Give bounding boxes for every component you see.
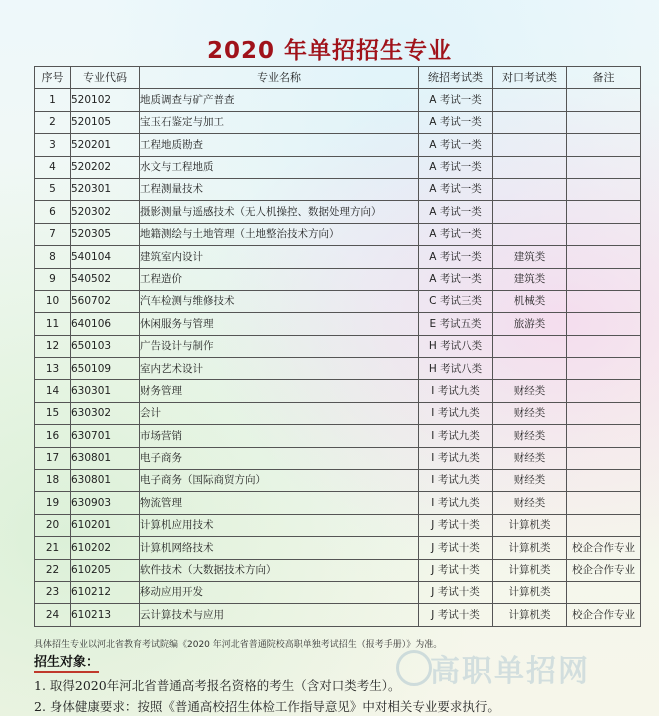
cell-remark	[567, 89, 641, 111]
cell-vocational-exam: 旅游类	[493, 313, 567, 335]
cell-code: 610201	[71, 514, 140, 536]
cell-code: 520202	[71, 156, 140, 178]
cell-unified-exam: A 考试一类	[419, 178, 493, 200]
cell-unified-exam: A 考试一类	[419, 268, 493, 290]
cell-index: 14	[35, 380, 71, 402]
cell-major-name: 广告设计与制作	[140, 335, 419, 357]
cell-unified-exam: I 考试九类	[419, 425, 493, 447]
table-row	[35, 559, 641, 581]
cell-remark	[567, 201, 641, 223]
cell-index: 2	[35, 111, 71, 133]
cell-vocational-exam	[493, 134, 567, 156]
table-row	[35, 223, 641, 245]
cell-index: 3	[35, 134, 71, 156]
cell-vocational-exam	[493, 89, 567, 111]
cell-code: 610212	[71, 581, 140, 603]
cell-vocational-exam: 财经类	[493, 447, 567, 469]
cell-vocational-exam	[493, 111, 567, 133]
table-row	[35, 89, 641, 111]
recruit-target-item: 1. 取得2020年河北省普通高考报名资格的考生（含对口类考生）。	[34, 678, 401, 693]
table-row	[35, 425, 641, 447]
cell-major-name: 会计	[140, 402, 419, 424]
cell-index: 24	[35, 604, 71, 626]
cell-index: 11	[35, 313, 71, 335]
cell-vocational-exam: 财经类	[493, 492, 567, 514]
table-row	[35, 537, 641, 559]
cell-major-name: 工程测量技术	[140, 178, 419, 200]
table-header-row	[35, 67, 641, 89]
cell-index: 21	[35, 537, 71, 559]
cell-unified-exam: J 考试十类	[419, 514, 493, 536]
cell-major-name: 移动应用开发	[140, 581, 419, 603]
cell-major-name: 市场营销	[140, 425, 419, 447]
table-row	[35, 402, 641, 424]
cell-vocational-exam: 财经类	[493, 402, 567, 424]
header-vocational-exam: 对口考试类	[493, 67, 567, 89]
cell-unified-exam: C 考试三类	[419, 290, 493, 312]
cell-index: 12	[35, 335, 71, 357]
cell-major-name: 建筑室内设计	[140, 246, 419, 268]
table-row	[35, 470, 641, 492]
recruit-target-title: 招生对象：	[34, 651, 99, 673]
cell-remark	[567, 178, 641, 200]
cell-remark	[567, 335, 641, 357]
cell-vocational-exam: 财经类	[493, 380, 567, 402]
header-index: 序号	[35, 67, 71, 89]
cell-index: 23	[35, 581, 71, 603]
cell-code: 630701	[71, 425, 140, 447]
cell-remark	[567, 447, 641, 469]
table-row	[35, 581, 641, 603]
table-row	[35, 201, 641, 223]
cell-major-name: 电子商务	[140, 447, 419, 469]
cell-unified-exam: A 考试一类	[419, 111, 493, 133]
cell-code: 630301	[71, 380, 140, 402]
cell-remark	[567, 380, 641, 402]
cell-unified-exam: H 考试八类	[419, 335, 493, 357]
cell-major-name: 地籍测绘与土地管理（土地整治技术方向）	[140, 223, 419, 245]
cell-major-name: 汽车检测与维修技术	[140, 290, 419, 312]
cell-unified-exam: J 考试十类	[419, 581, 493, 603]
cell-unified-exam: A 考试一类	[419, 223, 493, 245]
cell-remark	[567, 514, 641, 536]
cell-code: 520201	[71, 134, 140, 156]
cell-code: 520305	[71, 223, 140, 245]
cell-vocational-exam: 财经类	[493, 470, 567, 492]
cell-remark	[567, 156, 641, 178]
cell-major-name: 计算机应用技术	[140, 514, 419, 536]
cell-code: 520302	[71, 201, 140, 223]
cell-major-name: 计算机网络技术	[140, 537, 419, 559]
cell-vocational-exam: 机械类	[493, 290, 567, 312]
cell-remark	[567, 492, 641, 514]
cell-major-name: 休闲服务与管理	[140, 313, 419, 335]
cell-code: 610205	[71, 559, 140, 581]
table-row	[35, 134, 641, 156]
cell-vocational-exam: 计算机类	[493, 604, 567, 626]
table-row	[35, 358, 641, 380]
header-major-name: 专业名称	[140, 67, 419, 89]
cell-index: 17	[35, 447, 71, 469]
cell-code: 610202	[71, 537, 140, 559]
cell-remark: 校企合作专业	[567, 604, 641, 626]
cell-remark	[567, 246, 641, 268]
cell-index: 22	[35, 559, 71, 581]
table-row	[35, 514, 641, 536]
cell-vocational-exam: 计算机类	[493, 537, 567, 559]
cell-major-name: 财务管理	[140, 380, 419, 402]
cell-remark: 校企合作专业	[567, 559, 641, 581]
cell-unified-exam: A 考试一类	[419, 89, 493, 111]
table-row	[35, 492, 641, 514]
table-row	[35, 156, 641, 178]
cell-remark	[567, 290, 641, 312]
table-row	[35, 447, 641, 469]
cell-index: 18	[35, 470, 71, 492]
cell-remark	[567, 134, 641, 156]
header-code: 专业代码	[71, 67, 140, 89]
cell-remark	[567, 268, 641, 290]
cell-major-name: 室内艺术设计	[140, 358, 419, 380]
cell-major-name: 工程地质勘查	[140, 134, 419, 156]
cell-unified-exam: I 考试九类	[419, 447, 493, 469]
cell-unified-exam: I 考试九类	[419, 470, 493, 492]
cell-index: 13	[35, 358, 71, 380]
cell-major-name: 宝玉石鉴定与加工	[140, 111, 419, 133]
cell-code: 520105	[71, 111, 140, 133]
cell-unified-exam: A 考试一类	[419, 156, 493, 178]
cell-code: 650109	[71, 358, 140, 380]
cell-vocational-exam: 财经类	[493, 425, 567, 447]
footnote: 具体招生专业以河北省教育考试院编《2020 年河北省普通院校高职单独考试招生（报考手册）》为准。	[34, 640, 443, 650]
table-row	[35, 313, 641, 335]
recruit-target-section	[34, 651, 500, 715]
cell-unified-exam: A 考试一类	[419, 201, 493, 223]
cell-vocational-exam	[493, 335, 567, 357]
cell-index: 6	[35, 201, 71, 223]
cell-vocational-exam	[493, 178, 567, 200]
table-row	[35, 178, 641, 200]
cell-index: 8	[35, 246, 71, 268]
cell-major-name: 物流管理	[140, 492, 419, 514]
cell-code: 520301	[71, 178, 140, 200]
cell-index: 7	[35, 223, 71, 245]
cell-unified-exam: E 考试五类	[419, 313, 493, 335]
cell-unified-exam: I 考试九类	[419, 402, 493, 424]
cell-index: 20	[35, 514, 71, 536]
cell-remark	[567, 470, 641, 492]
cell-index: 5	[35, 178, 71, 200]
cell-remark	[567, 425, 641, 447]
cell-code: 650103	[71, 335, 140, 357]
cell-code: 520102	[71, 89, 140, 111]
table-row	[35, 335, 641, 357]
cell-vocational-exam: 计算机类	[493, 559, 567, 581]
cell-unified-exam: I 考试九类	[419, 492, 493, 514]
cell-vocational-exam: 建筑类	[493, 268, 567, 290]
cell-remark: 校企合作专业	[567, 537, 641, 559]
cell-code: 540502	[71, 268, 140, 290]
cell-unified-exam: I 考试九类	[419, 380, 493, 402]
cell-unified-exam: H 考试八类	[419, 358, 493, 380]
cell-remark	[567, 111, 641, 133]
cell-vocational-exam: 计算机类	[493, 581, 567, 603]
cell-major-name: 水文与工程地质	[140, 156, 419, 178]
header-remark: 备注	[567, 67, 641, 89]
cell-remark	[567, 313, 641, 335]
cell-unified-exam: J 考试十类	[419, 604, 493, 626]
cell-unified-exam: A 考试一类	[419, 246, 493, 268]
cell-index: 16	[35, 425, 71, 447]
cell-code: 630302	[71, 402, 140, 424]
cell-index: 10	[35, 290, 71, 312]
cell-code: 610213	[71, 604, 140, 626]
cell-remark	[567, 358, 641, 380]
cell-vocational-exam	[493, 223, 567, 245]
cell-unified-exam: J 考试十类	[419, 537, 493, 559]
table-row	[35, 604, 641, 626]
cell-major-name: 电子商务（国际商贸方向）	[140, 470, 419, 492]
cell-vocational-exam	[493, 156, 567, 178]
cell-code: 640106	[71, 313, 140, 335]
recruit-target-item: 2. 身体健康要求：按照《普通高校招生体检工作指导意见》中对相关专业要求执行。	[34, 699, 500, 714]
cell-major-name: 软件技术（大数据技术方向）	[140, 559, 419, 581]
cell-unified-exam: J 考试十类	[419, 559, 493, 581]
cell-code: 540104	[71, 246, 140, 268]
cell-vocational-exam: 建筑类	[493, 246, 567, 268]
cell-code: 630801	[71, 470, 140, 492]
table-row	[35, 268, 641, 290]
cell-major-name: 工程造价	[140, 268, 419, 290]
cell-index: 4	[35, 156, 71, 178]
watermark: 高职单招网	[430, 654, 590, 689]
cell-major-name: 摄影测量与遥感技术（无人机操控、数据处理方向）	[140, 201, 419, 223]
cell-index: 15	[35, 402, 71, 424]
cell-index: 1	[35, 89, 71, 111]
page-title: 2020 年单招招生专业	[206, 38, 453, 64]
header-unified-exam: 统招考试类	[419, 67, 493, 89]
cell-vocational-exam: 计算机类	[493, 514, 567, 536]
cell-code: 560702	[71, 290, 140, 312]
table-row	[35, 290, 641, 312]
cell-major-name: 地质调查与矿产普查	[140, 89, 419, 111]
table-row	[35, 246, 641, 268]
cell-remark	[567, 223, 641, 245]
table-row	[35, 111, 641, 133]
cell-vocational-exam	[493, 358, 567, 380]
cell-index: 19	[35, 492, 71, 514]
cell-code: 630801	[71, 447, 140, 469]
cell-remark	[567, 402, 641, 424]
cell-code: 630903	[71, 492, 140, 514]
cell-vocational-exam	[493, 201, 567, 223]
majors-table	[34, 66, 641, 627]
cell-major-name: 云计算技术与应用	[140, 604, 419, 626]
cell-remark	[567, 581, 641, 603]
cell-unified-exam: A 考试一类	[419, 134, 493, 156]
table-row	[35, 380, 641, 402]
cell-index: 9	[35, 268, 71, 290]
